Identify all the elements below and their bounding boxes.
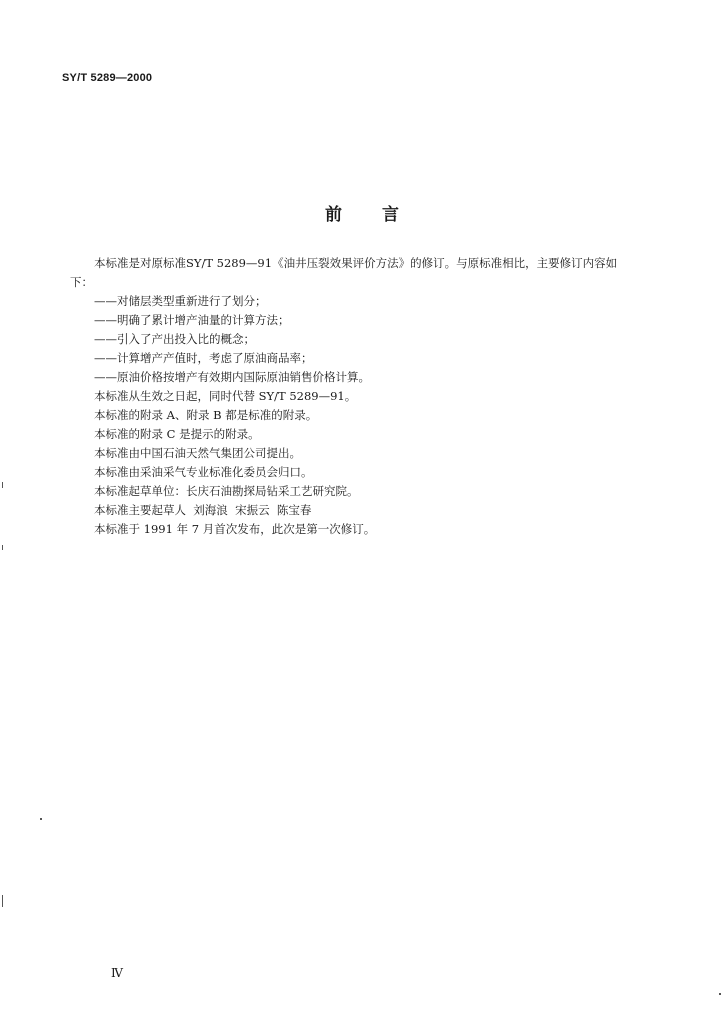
title-char-2: 言	[382, 205, 399, 225]
drafters-line: 本标准主要起草人 刘海浪 宋振云 陈宝春	[94, 503, 312, 517]
statement-line: 本标准从生效之日起，同时代替 SY/T 5289—91。	[94, 389, 357, 403]
scan-speck	[2, 545, 3, 550]
statement-line: 本标准起草单位：长庆石油勘探局钻采工艺研究院。	[94, 484, 359, 498]
page-title	[0, 200, 724, 225]
scan-speck	[40, 818, 42, 820]
statement-line: 本标准由采油采气专业标准化委员会归口。	[94, 465, 313, 479]
revision-item: ——对储层类型重新进行了划分；	[94, 294, 267, 308]
statement-line: 本标准于 1991 年 7 月首次发布，此次是第一次修订。	[94, 522, 376, 536]
revision-item: ——计算增产产值时，考虑了原油商品率；	[94, 351, 313, 365]
scan-speck	[2, 482, 3, 488]
foreword-body	[70, 254, 630, 539]
revision-item: ——原油价格按增产有效期内国际原油销售价格计算。	[94, 370, 370, 384]
statement-line: 本标准的附录 C 是提示的附录。	[94, 427, 260, 441]
revision-item: ——引入了产出投入比的概念；	[94, 332, 255, 346]
scan-speck	[2, 895, 3, 907]
revision-item: ——明确了累计增产油量的计算方法；	[94, 313, 290, 327]
intro-paragraph: 本标准是对原标准SY/T 5289—91《油井压裂效果评价方法》的修订。与原标准相比，主要修订内容如下：	[70, 256, 618, 289]
statement-line: 本标准由中国石油天然气集团公司提出。	[94, 446, 301, 460]
standard-code-header: SY/T 5289—2000	[62, 72, 153, 84]
title-char-1: 前	[325, 205, 342, 225]
statement-line: 本标准的附录 A、附录 B 都是标准的附录。	[94, 408, 318, 422]
page-number: Ⅳ	[111, 966, 123, 980]
scan-speck	[719, 993, 721, 995]
